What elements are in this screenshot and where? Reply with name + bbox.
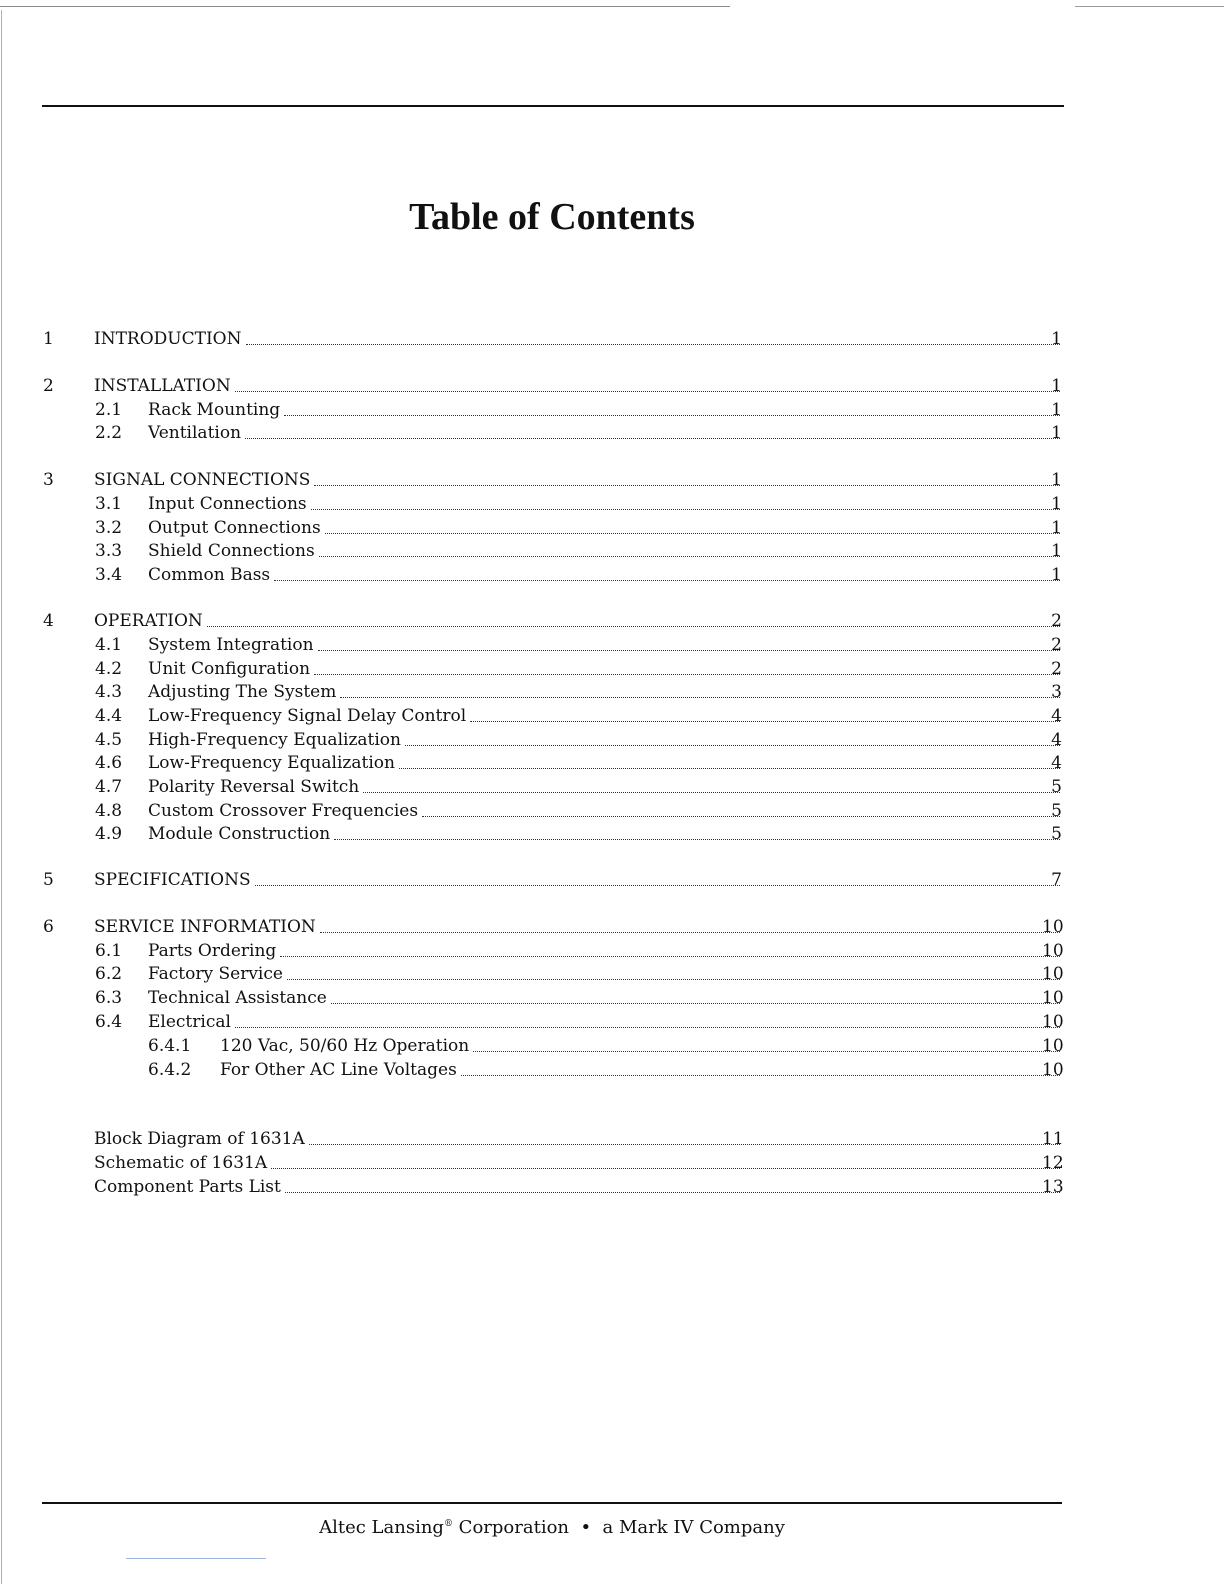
page-number: 10	[1042, 1060, 1064, 1080]
appendix-title: Schematic of 1631A	[94, 1153, 268, 1173]
section-number: 6	[43, 917, 54, 937]
toc-appendix-parts-list[interactable]	[0, 1175, 1224, 1199]
page-title: Table of Contents	[409, 196, 695, 238]
toc-entry-4-6[interactable]	[0, 751, 1224, 775]
toc-appendix-block-diagram[interactable]	[0, 1127, 1224, 1151]
dot-leader	[314, 674, 1060, 675]
section-title: Input Connections	[148, 494, 307, 514]
section-title: Shield Connections	[148, 541, 315, 561]
page-number: 13	[1042, 1177, 1064, 1197]
page-number: 1	[1051, 518, 1062, 538]
section-title: Output Connections	[148, 518, 321, 538]
page-number: 1	[1051, 541, 1062, 561]
section-number: 6.4.2	[148, 1060, 192, 1080]
dot-leader	[473, 1051, 1060, 1052]
page-number: 2	[1051, 611, 1062, 631]
section-title: SERVICE INFORMATION	[94, 917, 316, 937]
appendix-title: Component Parts List	[94, 1177, 281, 1197]
dot-leader	[314, 485, 1060, 486]
toc-entry-3[interactable]	[0, 468, 1224, 492]
dot-leader	[461, 1075, 1060, 1076]
page-number: 2	[1051, 659, 1062, 679]
section-title: System Integration	[148, 635, 314, 655]
dot-leader	[340, 697, 1060, 698]
toc-entry-2-1[interactable]	[0, 398, 1224, 422]
footer-tagline: Corporation • a Mark IV Company	[452, 1517, 785, 1538]
page-number: 1	[1051, 423, 1062, 443]
dot-leader	[235, 1027, 1060, 1028]
dot-leader	[207, 626, 1060, 627]
section-number: 4.9	[95, 824, 123, 844]
section-number: 2.2	[95, 423, 123, 443]
appendix-title: Block Diagram of 1631A	[94, 1129, 305, 1149]
section-title: For Other AC Line Voltages	[220, 1060, 457, 1080]
page-number: 5	[1051, 824, 1062, 844]
toc-entry-3-1[interactable]	[0, 492, 1224, 516]
section-number: 6.4.1	[148, 1036, 192, 1056]
page-number: 2	[1051, 635, 1062, 655]
section-number: 4.8	[95, 801, 123, 821]
dot-leader	[311, 509, 1060, 510]
section-number: 5	[43, 870, 54, 890]
toc-entry-6-4-2[interactable]	[0, 1058, 1224, 1082]
section-title: OPERATION	[94, 611, 203, 631]
section-title: Module Construction	[148, 824, 331, 844]
page-number: 1	[1051, 494, 1062, 514]
dot-leader	[325, 533, 1060, 534]
page-number: 10	[1042, 1036, 1064, 1056]
page-number: 4	[1051, 753, 1062, 773]
page-number: 10	[1042, 1012, 1064, 1032]
section-title: SPECIFICATIONS	[94, 870, 251, 890]
toc-entry-4-9[interactable]	[0, 822, 1224, 846]
toc-entry-5[interactable]	[0, 868, 1224, 892]
section-number: 4.5	[95, 730, 123, 750]
page-number: 1	[1051, 470, 1062, 490]
page-number: 10	[1042, 941, 1064, 961]
page-number: 5	[1051, 777, 1062, 797]
section-title: SIGNAL CONNECTIONS	[94, 470, 311, 490]
page-number: 1	[1051, 565, 1062, 585]
toc-entry-4-8[interactable]	[0, 799, 1224, 823]
toc-entry-6-4[interactable]	[0, 1010, 1224, 1034]
page-number: 3	[1051, 682, 1062, 702]
dot-leader	[274, 580, 1060, 581]
toc-entry-4-5[interactable]	[0, 728, 1224, 752]
section-number: 2	[43, 376, 54, 396]
dot-leader	[320, 932, 1060, 933]
dot-leader	[284, 415, 1060, 416]
page-number: 7	[1051, 870, 1062, 890]
toc-entry-3-3[interactable]	[0, 539, 1224, 563]
toc-entry-4-7[interactable]	[0, 775, 1224, 799]
page-number: 5	[1051, 801, 1062, 821]
registered-mark: ®	[443, 1519, 453, 1529]
section-title: Low-Frequency Equalization	[148, 753, 395, 773]
section-title: INTRODUCTION	[94, 329, 242, 349]
dot-leader	[285, 1192, 1060, 1193]
toc-entry-2-2[interactable]	[0, 421, 1224, 445]
section-title: Common Bass	[148, 565, 271, 585]
page-number: 11	[1042, 1129, 1064, 1149]
toc-entry-4-1[interactable]	[0, 633, 1224, 657]
section-title: Rack Mounting	[148, 400, 281, 420]
section-title: High-Frequency Equalization	[148, 730, 401, 750]
toc-entry-2[interactable]	[0, 374, 1224, 398]
toc-entry-6-1[interactable]	[0, 939, 1224, 963]
page-number: 1	[1051, 329, 1062, 349]
section-number: 4.1	[95, 635, 123, 655]
page-number: 10	[1042, 964, 1064, 984]
section-title: Electrical	[148, 1012, 231, 1032]
dot-leader	[334, 839, 1060, 840]
dot-leader	[235, 391, 1060, 392]
dot-leader	[287, 979, 1060, 980]
section-number: 6.3	[95, 988, 123, 1008]
dot-leader	[271, 1168, 1060, 1169]
dot-leader	[255, 885, 1060, 886]
footer-rule	[42, 1502, 1062, 1504]
section-number: 3	[43, 470, 54, 490]
page-number: 10	[1042, 917, 1064, 937]
page-number: 12	[1042, 1153, 1064, 1173]
dot-leader	[405, 745, 1060, 746]
page-number: 1	[1051, 400, 1062, 420]
page-footer	[0, 1517, 1104, 1538]
section-number: 3.4	[95, 565, 123, 585]
toc-entry-4-2[interactable]	[0, 657, 1224, 681]
toc-appendix-schematic[interactable]	[0, 1151, 1224, 1175]
section-title: Custom Crossover Frequencies	[148, 801, 419, 821]
section-title: Technical Assistance	[148, 988, 327, 1008]
section-title: Ventilation	[148, 423, 242, 443]
section-title: Unit Configuration	[148, 659, 311, 679]
section-title: Parts Ordering	[148, 941, 277, 961]
page-number: 10	[1042, 988, 1064, 1008]
toc-entry-4-3[interactable]	[0, 680, 1224, 704]
dot-leader	[245, 438, 1060, 439]
dot-leader	[331, 1003, 1060, 1004]
footer-company: Altec Lansing	[319, 1517, 444, 1538]
page-number: 4	[1051, 730, 1062, 750]
section-title: INSTALLATION	[94, 376, 231, 396]
toc-entry-4-4[interactable]	[0, 704, 1224, 728]
section-title: Factory Service	[148, 964, 283, 984]
dot-leader	[309, 1144, 1060, 1145]
section-number: 3.1	[95, 494, 123, 514]
section-number: 4.2	[95, 659, 123, 679]
toc-entry-6[interactable]	[0, 915, 1224, 939]
dot-leader	[246, 344, 1061, 345]
page-number: 1	[1051, 376, 1062, 396]
toc-entry-1[interactable]	[0, 327, 1224, 351]
dot-leader	[399, 768, 1060, 769]
section-number: 4.7	[95, 777, 123, 797]
toc-entry-3-4[interactable]	[0, 563, 1224, 587]
page-number: 4	[1051, 706, 1062, 726]
section-number: 4	[43, 611, 54, 631]
section-number: 6.1	[95, 941, 123, 961]
section-title: Adjusting The System	[148, 682, 337, 702]
toc-entry-4[interactable]	[0, 609, 1224, 633]
dot-leader	[422, 816, 1060, 817]
section-number: 6.2	[95, 964, 123, 984]
section-number: 4.6	[95, 753, 123, 773]
toc-entry-6-3[interactable]	[0, 986, 1224, 1010]
section-number: 1	[43, 329, 54, 349]
dot-leader	[319, 556, 1060, 557]
scan-mark	[126, 1558, 266, 1559]
section-number: 6.4	[95, 1012, 123, 1032]
section-title: 120 Vac, 50/60 Hz Operation	[220, 1036, 470, 1056]
dot-leader	[318, 650, 1060, 651]
toc-entry-3-2[interactable]	[0, 516, 1224, 540]
section-number: 3.2	[95, 518, 123, 538]
section-number: 2.1	[95, 400, 123, 420]
section-number: 4.4	[95, 706, 123, 726]
section-number: 3.3	[95, 541, 123, 561]
dot-leader	[363, 792, 1060, 793]
toc-entry-6-4-1[interactable]	[0, 1034, 1224, 1058]
section-title: Low-Frequency Signal Delay Control	[148, 706, 467, 726]
section-title: Polarity Reversal Switch	[148, 777, 360, 797]
toc-entry-6-2[interactable]	[0, 962, 1224, 986]
dot-leader	[470, 721, 1060, 722]
section-number: 4.3	[95, 682, 123, 702]
dot-leader	[280, 956, 1060, 957]
